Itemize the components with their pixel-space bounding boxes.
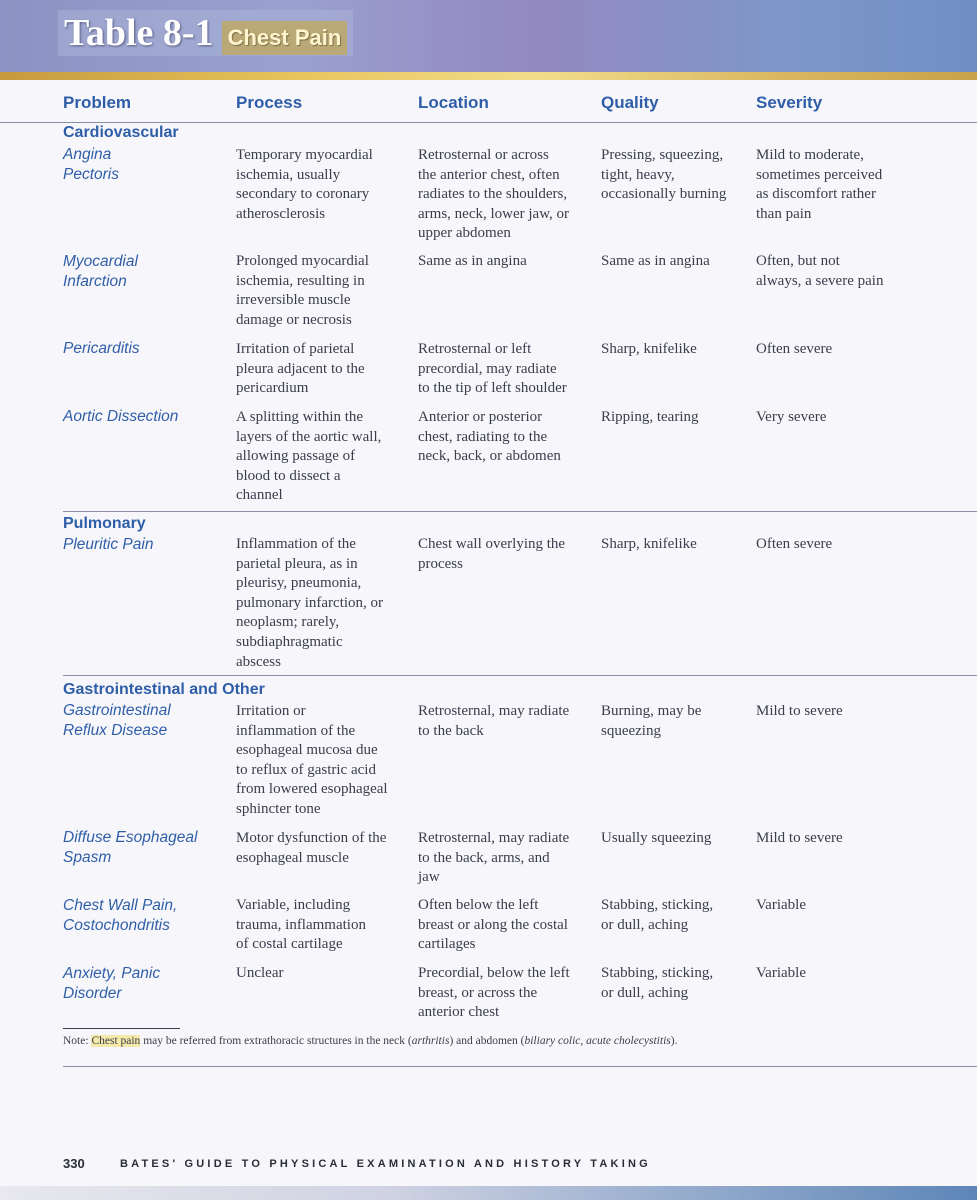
note-text: ) and abdomen ( [449, 1035, 525, 1047]
quality-line: tight, heavy, [601, 166, 675, 183]
problem-line: Angina [63, 146, 112, 163]
row-process [236, 408, 411, 506]
process-line: channel [236, 487, 283, 504]
quality-line: or dull, aching [601, 916, 689, 933]
row-severity [756, 896, 926, 916]
problem-line: Aortic Dissection [63, 408, 179, 425]
table-label: Table 8-1 [64, 12, 214, 54]
note-bottom-divider [63, 1066, 977, 1067]
severity-line: Often, but not [756, 253, 840, 269]
quality-line: Sharp, knifelike [601, 341, 697, 357]
quality-line: Pressing, squeezing, [601, 147, 724, 163]
severity-line: Often severe [756, 536, 833, 552]
location-line: Retrosternal, may radiate [418, 703, 570, 719]
row-location [418, 146, 594, 244]
footer-band [0, 1186, 977, 1200]
row-location [418, 829, 594, 888]
row-problem [63, 896, 233, 935]
row-location [418, 408, 594, 467]
row-location [418, 340, 594, 399]
problem-line: Pectoris [63, 165, 119, 183]
severity-line: as discomfort rather [756, 186, 876, 203]
section-title-pulmonary: Pulmonary [63, 515, 146, 532]
row-location [418, 535, 594, 574]
row-quality [601, 535, 751, 555]
row-process [236, 340, 411, 399]
process-line: Variable, including [236, 897, 351, 913]
note-italic: biliary colic, acute cholecystitis [524, 1035, 671, 1047]
column-header-quality: Quality [601, 93, 659, 112]
row-quality [601, 252, 751, 272]
row-severity [756, 340, 926, 360]
location-line: chest, radiating to the [418, 428, 548, 445]
row-process [236, 252, 411, 330]
process-line: esophageal mucosa due [236, 742, 378, 759]
process-line: Inflammation of the [236, 536, 356, 552]
note-text: ). [670, 1035, 678, 1047]
location-line: breast or along the costal [418, 916, 568, 933]
section-title-cardiovascular: Cardiovascular [63, 124, 179, 141]
severity-line: sometimes perceived [756, 166, 883, 183]
location-line: upper abdomen [418, 225, 511, 242]
row-problem [63, 252, 233, 291]
process-line: allowing passage of [236, 448, 356, 465]
process-line: trauma, inflammation [236, 916, 366, 933]
process-line: secondary to coronary [236, 186, 370, 203]
running-footer: BATES' GUIDE TO PHYSICAL EXAMINATION AND HISTORY TAKING [120, 1158, 651, 1170]
row-location [418, 896, 594, 955]
location-line: to the back, arms, and [418, 849, 550, 866]
location-line: precordial, may radiate [418, 360, 557, 377]
column-header-problem: Problem [63, 93, 132, 112]
severity-line: Mild to severe [756, 703, 843, 719]
process-line: abscess [236, 653, 281, 670]
row-problem [63, 535, 233, 555]
row-process [236, 829, 411, 868]
location-line: radiates to the shoulders, [418, 186, 568, 203]
quality-line: Burning, may be [601, 703, 702, 719]
problem-line: Pleuritic Pain [63, 536, 154, 553]
row-severity [756, 252, 926, 291]
row-quality [601, 964, 751, 1003]
header-gold-stripe [0, 72, 977, 80]
location-line: neck, back, or abdomen [418, 448, 561, 465]
location-line: arms, neck, lower jaw, or [418, 205, 570, 222]
process-line: esophageal muscle [236, 849, 349, 866]
process-line: Unclear [236, 965, 284, 981]
row-location [418, 964, 594, 1023]
process-line: pleura adjacent to the [236, 360, 365, 377]
location-line: the anterior chest, often [418, 166, 560, 183]
section-divider [63, 511, 977, 512]
process-line: parietal pleura, as in [236, 555, 358, 572]
problem-line: Reflux Disease [63, 721, 168, 739]
row-process [236, 146, 411, 224]
quality-line: Sharp, knifelike [601, 536, 697, 552]
row-severity [756, 829, 926, 849]
table-title: Chest Pain [222, 21, 348, 55]
process-line: Motor dysfunction of the [236, 830, 387, 846]
problem-line: Anxiety, Panic [63, 965, 161, 982]
row-severity [756, 535, 926, 555]
process-line: Temporary myocardial [236, 147, 373, 163]
location-line: Same as in angina [418, 253, 527, 269]
severity-line: Variable [756, 897, 806, 913]
row-process [236, 964, 411, 984]
process-line: damage or necrosis [236, 311, 352, 328]
process-line: subdiaphragmatic [236, 633, 343, 650]
severity-line: always, a severe pain [756, 272, 884, 289]
process-line: blood to dissect a [236, 467, 341, 484]
severity-line: Very severe [756, 409, 827, 425]
row-problem [63, 828, 233, 867]
process-line: Irritation of parietal [236, 341, 355, 357]
row-problem [63, 339, 233, 359]
process-line: A splitting within the [236, 409, 364, 425]
process-line: irreversible muscle [236, 292, 351, 309]
quality-line: or dull, aching [601, 984, 689, 1001]
row-process [236, 535, 411, 672]
process-line: ischemia, resulting in [236, 272, 365, 289]
note-prefix: Note: [63, 1035, 92, 1047]
severity-line: Often severe [756, 341, 833, 357]
process-line: sphincter tone [236, 800, 321, 817]
row-quality [601, 408, 751, 428]
problem-line: Diffuse Esophageal [63, 829, 198, 846]
row-process [236, 702, 411, 820]
row-severity [756, 146, 926, 224]
process-line: Irritation or [236, 703, 306, 719]
location-line: process [418, 555, 463, 572]
location-line: anterior chest [418, 1004, 500, 1021]
problem-line: Spasm [63, 848, 112, 866]
quality-line: Same as in angina [601, 253, 710, 269]
section-divider [63, 675, 977, 676]
quality-line: Stabbing, sticking, [601, 897, 714, 913]
location-line: breast, or across the [418, 984, 538, 1001]
page-number: 330 [63, 1156, 85, 1171]
problem-line: Myocardial [63, 253, 138, 270]
problem-line: Gastrointestinal [63, 702, 171, 719]
location-line: to the back [418, 722, 484, 739]
process-line: pleurisy, pneumonia, [236, 575, 362, 592]
note-divider [63, 1028, 180, 1029]
quality-line: Ripping, tearing [601, 409, 699, 425]
table-note [63, 1035, 963, 1047]
row-quality [601, 702, 751, 741]
table-heading [58, 10, 353, 56]
quality-line: Usually squeezing [601, 830, 712, 846]
row-problem [63, 701, 233, 740]
process-line: layers of the aortic wall, [236, 428, 382, 445]
location-line: to the tip of left shoulder [418, 380, 567, 397]
column-header-process: Process [236, 93, 303, 112]
process-line: to reflux of gastric acid [236, 761, 376, 778]
severity-line: Mild to severe [756, 830, 843, 846]
row-location [418, 252, 594, 272]
problem-line: Pericarditis [63, 340, 140, 357]
quality-line: squeezing [601, 722, 661, 739]
location-line: Precordial, below the left [418, 965, 570, 981]
process-line: pulmonary infarction, or [236, 594, 384, 611]
process-line: of costal cartilage [236, 936, 343, 953]
row-quality [601, 340, 751, 360]
process-line: pericardium [236, 380, 309, 397]
row-severity [756, 408, 926, 428]
row-problem [63, 407, 233, 427]
location-line: cartilages [418, 936, 476, 953]
location-line: Anterior or posterior [418, 409, 543, 425]
note-italic: arthritis [411, 1035, 450, 1047]
location-line: Retrosternal or left [418, 341, 532, 357]
quality-line: occasionally burning [601, 186, 727, 203]
row-location [418, 702, 594, 741]
row-process [236, 896, 411, 955]
location-line: Chest wall overlying the [418, 536, 566, 552]
location-line: jaw [418, 869, 440, 886]
column-header-row [0, 90, 977, 123]
process-line: from lowered esophageal [236, 781, 388, 798]
row-problem [63, 964, 233, 1003]
quality-line: Stabbing, sticking, [601, 965, 714, 981]
severity-line: than pain [756, 205, 812, 222]
row-quality [601, 829, 751, 849]
row-quality [601, 896, 751, 935]
location-line: Retrosternal or across [418, 147, 549, 163]
severity-line: Mild to moderate, [756, 147, 864, 163]
process-line: Prolonged myocardial [236, 253, 369, 269]
column-header-location: Location [418, 93, 489, 112]
problem-line: Costochondritis [63, 916, 170, 934]
problem-line: Chest Wall Pain, [63, 897, 178, 914]
location-line: Often below the left [418, 897, 539, 913]
row-quality [601, 146, 751, 205]
process-line: inflammation of the [236, 722, 356, 739]
note-highlight: Chest pain [91, 1035, 141, 1047]
problem-line: Infarction [63, 272, 127, 290]
note-text: may be referred from extrathoracic structures in the neck ( [140, 1035, 412, 1047]
row-problem [63, 145, 233, 184]
row-severity [756, 964, 926, 984]
process-line: ischemia, usually [236, 166, 341, 183]
process-line: atherosclerosis [236, 205, 326, 222]
section-title-gastrointestinal: Gastrointestinal and Other [63, 681, 265, 698]
row-severity [756, 702, 926, 722]
process-line: neoplasm; rarely, [236, 614, 340, 631]
problem-line: Disorder [63, 984, 122, 1002]
location-line: Retrosternal, may radiate [418, 830, 570, 846]
column-header-severity: Severity [756, 93, 823, 112]
severity-line: Variable [756, 965, 806, 981]
